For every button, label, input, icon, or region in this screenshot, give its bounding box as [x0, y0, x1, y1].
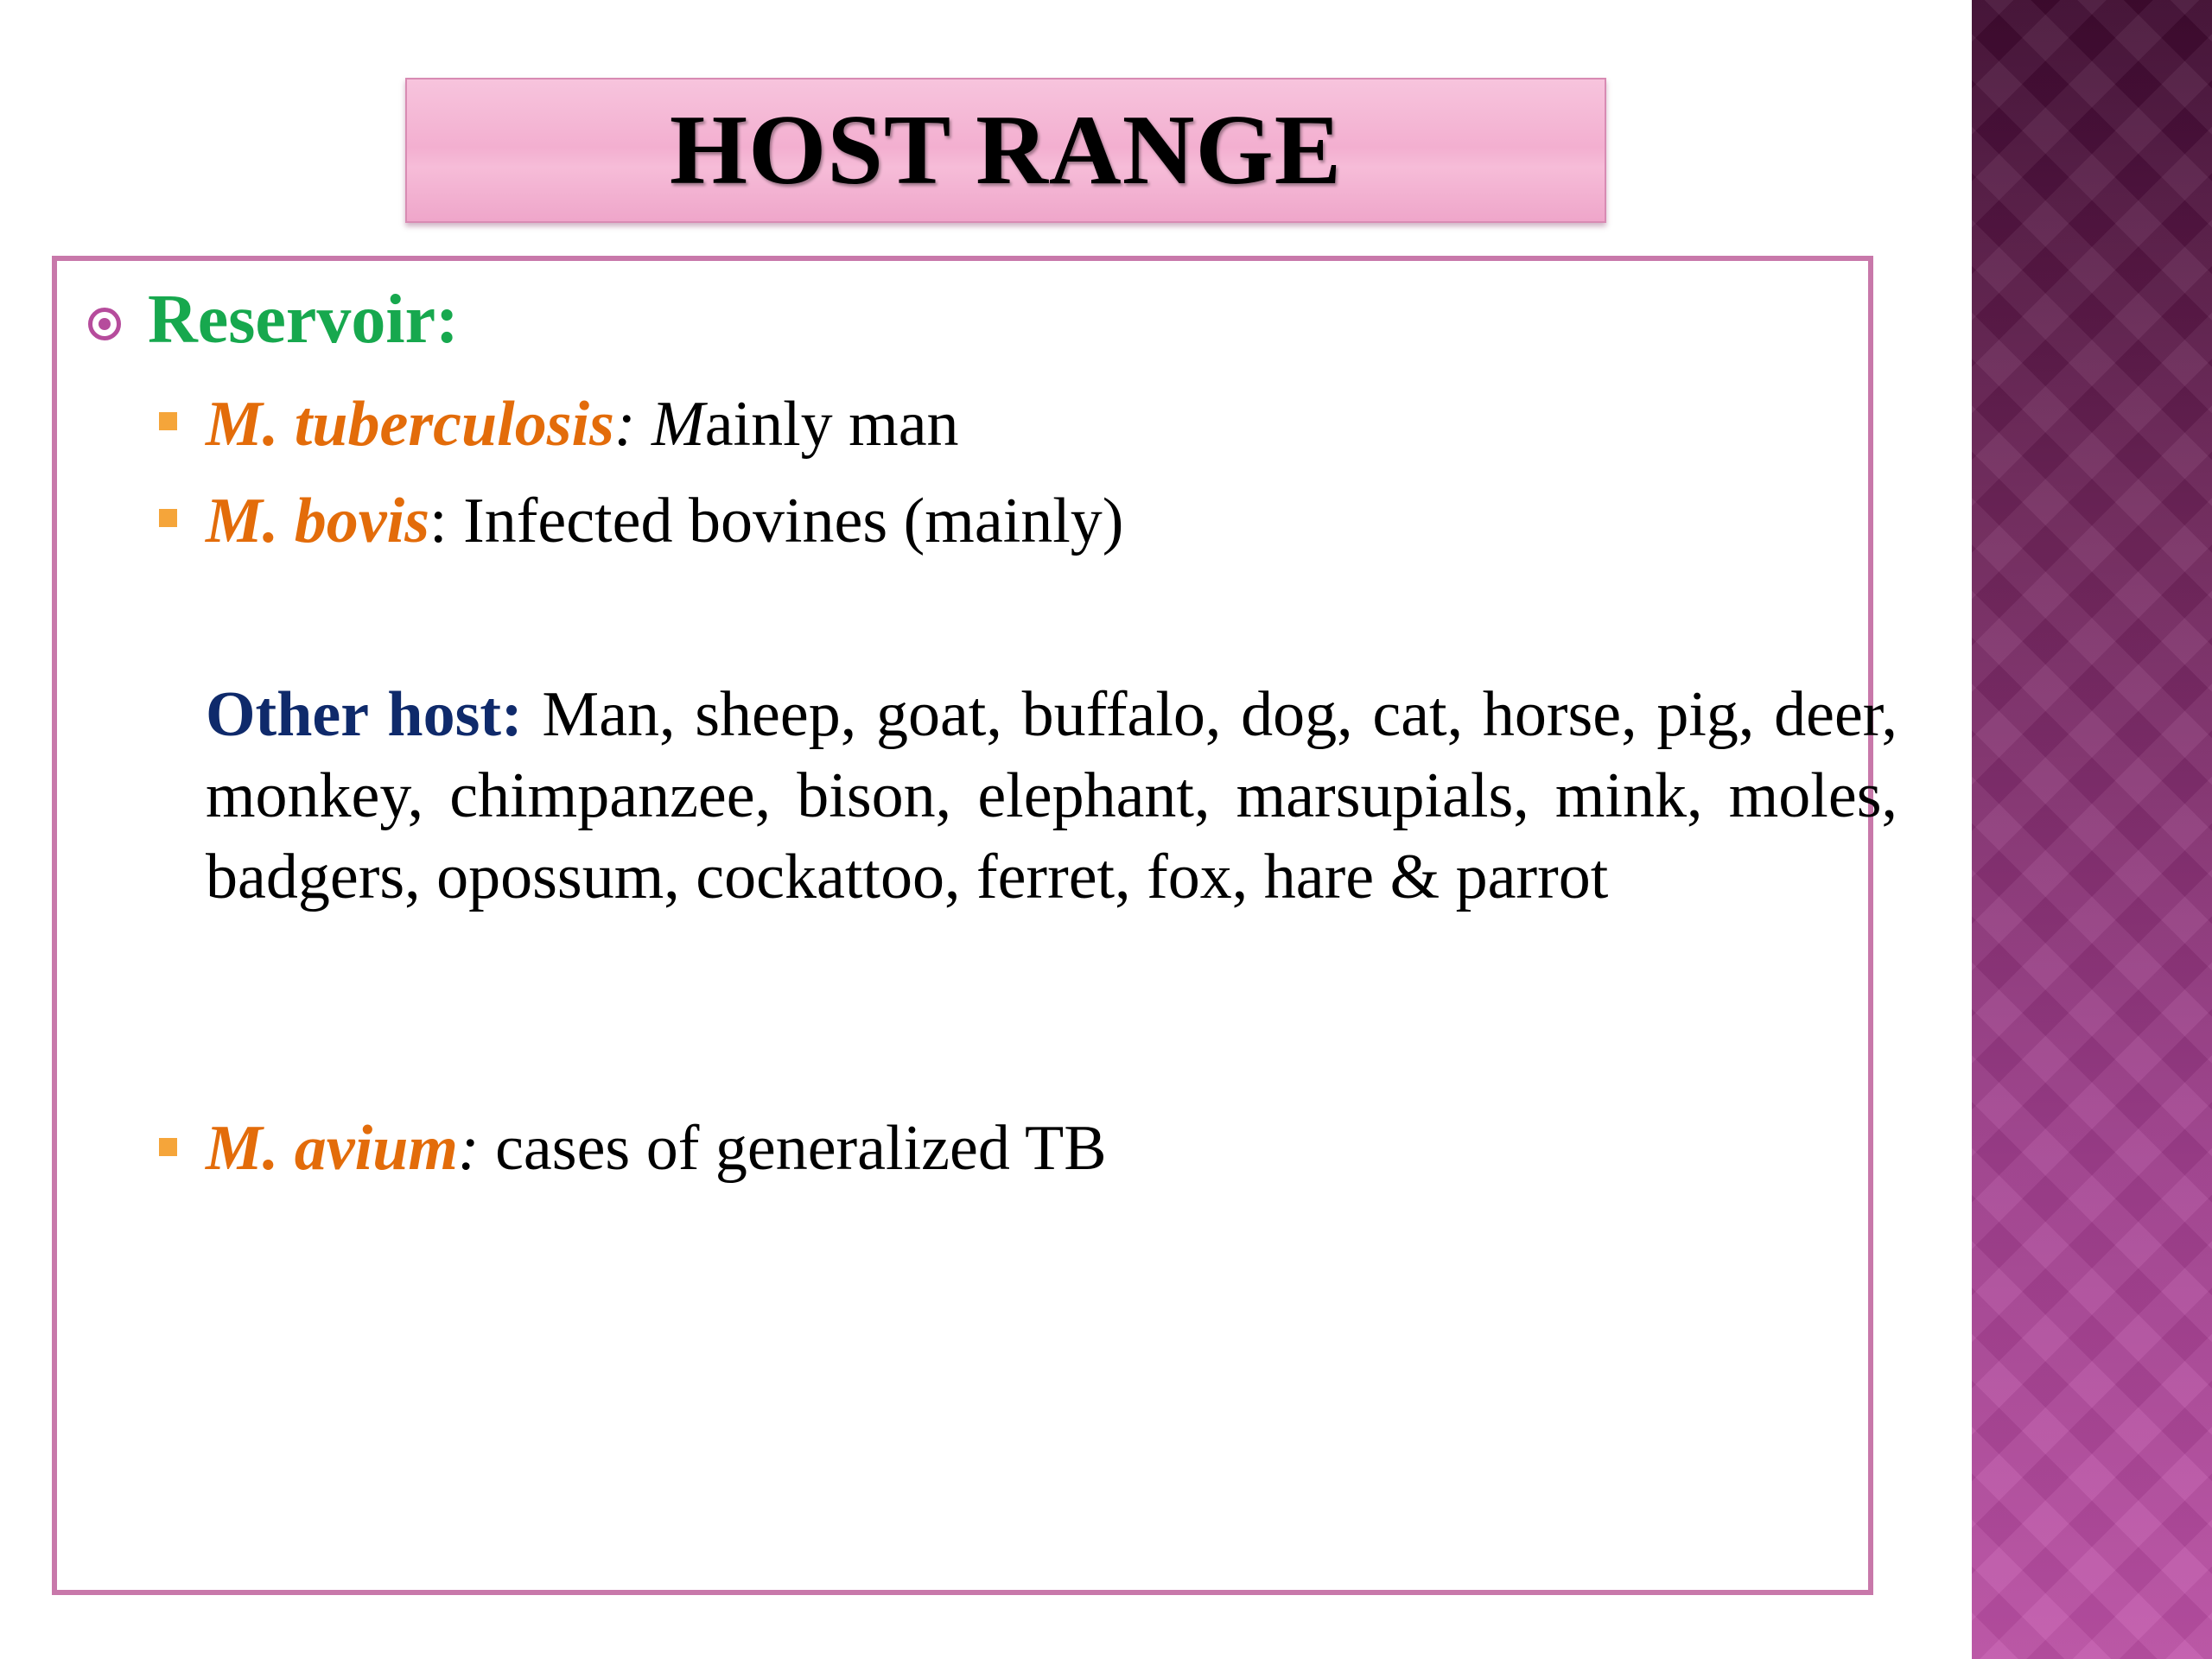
square-bullet-icon [159, 509, 177, 527]
other-host-paragraph [206, 674, 1897, 918]
list-item-bovis [206, 486, 1124, 556]
item-text: cases of generalized TB [479, 1113, 1107, 1184]
separator: : [457, 1113, 480, 1184]
other-host-label: Other host: [206, 679, 523, 750]
item-text: Infected bovines (mainly) [447, 486, 1124, 556]
target-circle-icon [88, 308, 121, 340]
decorative-side-panel [1972, 0, 2212, 1659]
item-text: ainly man [704, 389, 959, 460]
species-name: M. tuberculosis [206, 389, 614, 460]
title-banner [405, 78, 1606, 223]
species-name: M. avium [206, 1113, 458, 1184]
other-host-text: Man, sheep, goat, buffalo, dog, cat, horse, pig, deer, monkey, chimpanzee, bison, elephant, marsupials, mink, moles, badgers, opossum, cockattoo, ferret, fox, hare & parrot [206, 679, 1897, 912]
reservoir-heading: Reservoir: [148, 282, 459, 358]
italic-initial: M [652, 389, 705, 460]
slide-title: HOST RANGE [669, 94, 1343, 206]
separator: : [429, 486, 448, 556]
list-item-tuberculosis [206, 389, 959, 460]
species-name: M. bovis [206, 486, 429, 556]
square-bullet-icon [159, 412, 177, 430]
square-bullet-icon [159, 1138, 177, 1156]
content-frame [52, 256, 1897, 1595]
separator: : [613, 389, 636, 460]
list-item-avium [206, 1113, 1107, 1184]
